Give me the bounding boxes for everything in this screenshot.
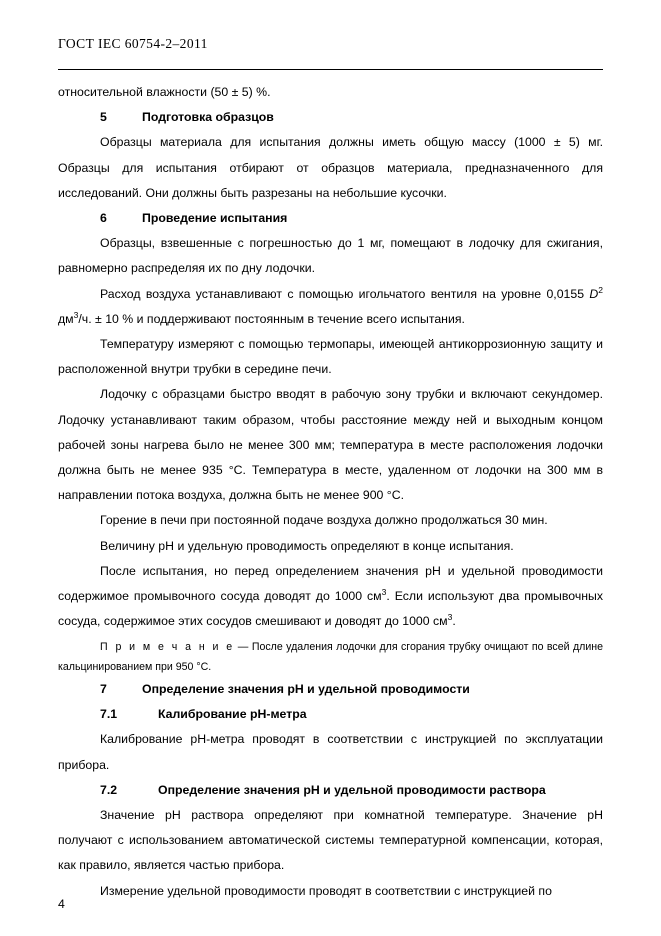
text-after: . Если используют два промывочных сосуда, содержимое этих сосудов смешивают и доводят до 1000 см xyxy=(58,589,604,629)
section-heading-7-2 xyxy=(58,778,603,803)
section-heading-5 xyxy=(58,105,603,130)
superscript: 2 xyxy=(598,284,603,295)
section-title: Подготовка образцов xyxy=(142,110,274,125)
paragraph: Измерение удельной проводимости проводят в соответствии с инструкцией по xyxy=(100,883,552,898)
page-header: ГОСТ IEC 60754-2–2011 xyxy=(58,36,208,51)
paragraph: Горение в печи при постоянной подаче воздуха должно продолжаться 30 мин. xyxy=(100,513,548,528)
paragraph-airflow xyxy=(58,282,603,332)
paragraph: Величину pH и удельную проводимость определяют в конце испытания. xyxy=(100,538,514,553)
note-label: П р и м е ч а н и е xyxy=(100,641,235,654)
text-before: Расход воздуха устанавливают с помощью игольчатого вентиля на уровне 0,0155 xyxy=(100,286,590,301)
section-title: Калибрование pH-метра xyxy=(158,707,307,722)
symbol-d: D xyxy=(589,286,599,301)
section-number: 5 xyxy=(100,110,107,125)
paragraph: Калибрование pH-метра проводят в соответствии с инструкцией по эксплуатации прибора. xyxy=(58,732,603,772)
superscript: 3 xyxy=(447,612,453,623)
section-number: 6 xyxy=(100,211,107,226)
text-before: После испытания, но перед определением значения pH и удельной проводимости содержимое промывочного сосуда доводят до 1000 см xyxy=(58,563,603,604)
section-title: Определение значения pH и удельной проводимости xyxy=(142,682,470,696)
superscript: 3 xyxy=(381,586,387,597)
header-divider xyxy=(58,69,603,70)
paragraph: Значение pH раствора определяют при комнатной температуре. Значение pH получают с использованием автоматической системы температурной компенсации, которая, как правило, является частью прибора. xyxy=(58,808,603,873)
paragraph-volume: После испытания, но перед определением значения pH и удельной проводимости содержимое промывочного сосуда доводят до 1000 $см^3$. Если используют два промывочных сосуда, содержимое этих сосудов смешивают и доводят до 1000 $см^3$. xyxy=(58,563,604,629)
paragraph: Лодочку с образцами быстро вводят в рабочую зону трубки и включают секундомер. Лодочку устанавливают таким образом, чтобы расстояние между ней и выходным концом рабочей зоны нагрева было не менее 300 мм; температура в месте расположения лодочки должна быть не менее 935 °C. Температура в месте, удаленном от лодочки на 300 мм в направлении потока воздуха, должна быть не менее 900 °C. xyxy=(58,387,603,503)
paragraph: Образцы, взвешенные с погрешностью до 1 мг, помещают в лодочку для сжигания, равномерно распределяя их по дну лодочки. xyxy=(58,236,603,276)
paragraph: Образцы материала для испытания должны иметь общую массу (1000 ± 5) мг. Образцы для испытания отбирают от образцов материала, предназначенного для исследований. Они должны быть разрезаны на небольшие кусочки. xyxy=(58,135,603,200)
section-heading-7-1 xyxy=(58,702,603,727)
section-number: 7.2 xyxy=(100,782,118,797)
paragraph: Температуру измеряют с помощью термопары, имеющей антикоррозионную защиту и расположенной внутри трубки в середине печи. xyxy=(58,337,603,377)
section-title: Определение значения pH и удельной проводимости раствора xyxy=(158,782,546,797)
text-after: $дм^3/ч$. ± 10 % и поддерживают постоянным в течение всего испытания. xyxy=(58,309,465,326)
paragraph: относительной влажности (50 ± 5) %. xyxy=(58,85,271,99)
note-block xyxy=(58,638,603,677)
section-heading-7 xyxy=(58,677,603,702)
page-number: 4 xyxy=(58,897,65,911)
section-title: Проведение испытания xyxy=(142,211,288,226)
section-number: 7 xyxy=(100,682,107,696)
section-number: 7.1 xyxy=(100,707,118,722)
section-heading-6 xyxy=(58,206,603,231)
note-text: — После удаления лодочки для сгорания трубку очищают по всей длине кальцинированием при 950 °C. xyxy=(58,641,603,673)
